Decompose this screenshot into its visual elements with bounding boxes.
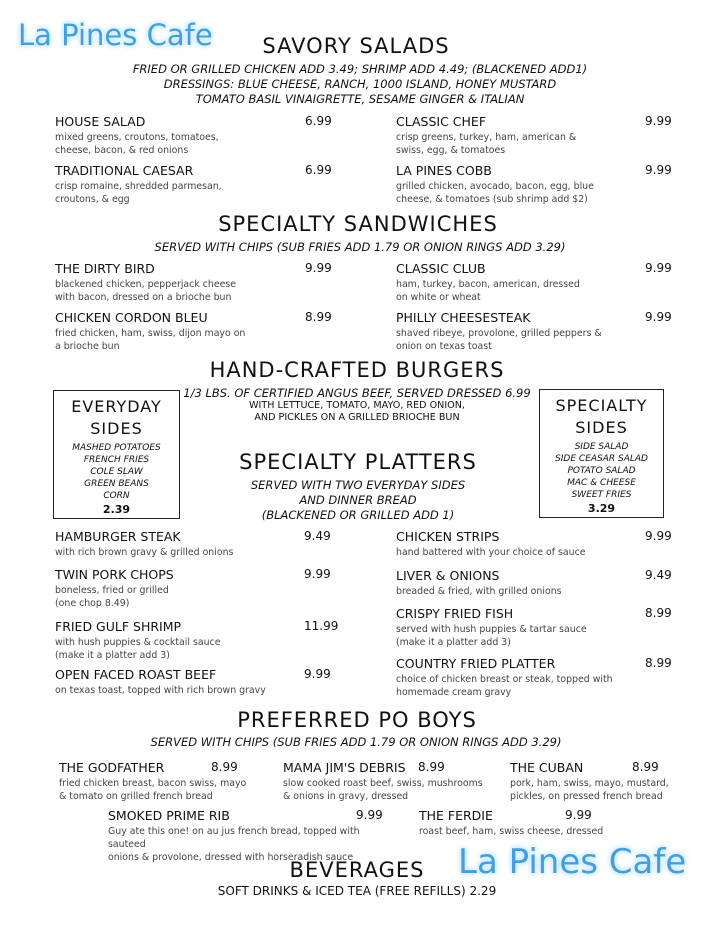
item-description: shaved ribeye, provolone, grilled peppers & onion on texas toast	[396, 328, 602, 352]
sandwiches-line: SERVED WITH CHIPS (SUB FRIES ADD 1.79 OR ONION RINGS ADD 3.29)	[154, 240, 566, 254]
item-description: boneless, fried or grilled (one chop 8.49)	[55, 585, 169, 609]
item-name: OPEN FACED ROAST BEEF	[55, 667, 217, 682]
item-price: 8.99	[305, 310, 332, 324]
item-name: HOUSE SALAD	[55, 114, 146, 129]
burgers-line-1: 1/3 LBS. OF CERTIFIED ANGUS BEEF, SERVED DRESSED 6.99	[183, 386, 531, 400]
menu-item-crispy-fried-fish	[396, 606, 676, 649]
item-name: CHICKEN CORDON BLEU	[55, 310, 208, 325]
menu-item-twin-pork-chops	[55, 567, 335, 610]
item-price: 8.99	[645, 656, 672, 670]
item-name: CLASSIC CHEF	[396, 114, 487, 129]
item-description: crisp greens, turkey, ham, american & swiss, egg, & tomatoes	[396, 132, 577, 156]
item-description: on texas toast, topped with rich brown gravy	[55, 685, 266, 696]
item-name: MAMA JIM'S DEBRIS	[283, 760, 406, 775]
burgers-title: HAND-CRAFTED BURGERS	[209, 358, 505, 382]
menu-item-open-faced-roast-beef	[55, 667, 335, 697]
beverages-title: BEVERAGES	[289, 858, 425, 882]
menu-item-the-ferdie	[419, 808, 619, 838]
menu-item-philly-cheesesteak	[396, 310, 676, 353]
item-name: THE CUBAN	[510, 760, 584, 775]
item-name: CHICKEN STRIPS	[396, 529, 500, 544]
item-name: LA PINES COBB	[396, 163, 492, 178]
item-price: 9.99	[356, 808, 383, 822]
item-price: 8.99	[418, 760, 445, 774]
item-price: 9.99	[645, 310, 672, 324]
menu-item-traditional-caesar	[55, 163, 335, 206]
item-name: THE GODFATHER	[59, 760, 165, 775]
item-price: 9.99	[304, 667, 331, 681]
item-name: CLASSIC CLUB	[396, 261, 486, 276]
item-price: 6.99	[305, 163, 332, 177]
item-description: fried chicken, ham, swiss, dijon mayo on a brioche bun	[55, 328, 246, 352]
item-description: mixed greens, croutons, tomatoes, cheese, bacon, & red onions	[55, 132, 219, 156]
burgers-details: WITH LETTUCE, TOMATO, MAYO, RED ONION, AND PICKLES ON A GRILLED BRIOCHE BUN	[249, 400, 465, 423]
beverages-line: SOFT DRINKS & ICED TEA (FREE REFILLS) 2.29	[217, 884, 497, 898]
menu-item-house-salad	[55, 114, 335, 157]
side-item: SWEET FRIES	[571, 490, 632, 500]
item-name: LIVER & ONIONS	[396, 568, 500, 583]
side-item: CORN	[103, 491, 130, 501]
item-description: grilled chicken, avocado, bacon, egg, blue cheese, & tomatoes (sub shrimp add $2)	[396, 181, 594, 205]
item-description: roast beef, ham, swiss cheese, dressed	[419, 826, 604, 837]
brand-logo-top: La Pines Cafe	[18, 18, 213, 52]
item-name: CRISPY FRIED FISH	[396, 606, 514, 621]
item-price: 9.49	[304, 529, 331, 543]
item-price: 9.99	[565, 808, 592, 822]
side-item: MASHED POTATOES	[72, 443, 161, 453]
side-item: SIDE SALAD	[574, 442, 629, 452]
item-description: with rich brown gravy & grilled onions	[55, 547, 234, 558]
item-name: THE DIRTY BIRD	[55, 261, 155, 276]
item-description: served with hush puppies & tartar sauce (make it a platter add 3)	[396, 624, 587, 648]
poboys-title: PREFERRED PO BOYS	[237, 708, 477, 732]
item-price: 9.99	[304, 567, 331, 581]
menu-item-chicken-strips	[396, 529, 676, 559]
item-description: with hush puppies & cocktail sauce (make it a platter add 3)	[55, 637, 221, 661]
item-description: slow cooked roast beef, swiss, mushrooms & onions in gravy, dressed	[283, 778, 483, 802]
item-price: 8.99	[632, 760, 659, 774]
platters-title: SPECIALTY PLATTERS	[239, 450, 477, 474]
item-description: pork, ham, swiss, mayo, mustard, pickles, on pressed french bread	[510, 778, 669, 802]
item-price: 8.99	[211, 760, 238, 774]
side-item: FRENCH FRIES	[83, 455, 150, 465]
item-description: hand battered with your choice of sauce	[396, 547, 586, 558]
item-price: 11.99	[304, 619, 339, 633]
sandwiches-title: SPECIALTY SANDWICHES	[218, 212, 498, 236]
item-price: 9.99	[645, 529, 672, 543]
poboys-line: SERVED WITH CHIPS (SUB FRIES ADD 1.79 OR ONION RINGS ADD 3.29)	[150, 735, 562, 749]
menu-item-country-fried-platter	[396, 656, 676, 699]
item-name: FRIED GULF SHRIMP	[55, 619, 182, 634]
item-description: blackened chicken, pepperjack cheese with bacon, dressed on a brioche bun	[55, 279, 237, 303]
item-name: THE FERDIE	[419, 808, 493, 823]
item-description: crisp romaine, shredded parmesan, croutons, & egg	[55, 181, 222, 205]
item-description: breaded & fried, with grilled onions	[396, 586, 562, 597]
salads-line-1: FRIED OR GRILLED CHICKEN ADD 3.49; SHRIMP ADD 4.49; (BLACKENED ADD1)	[132, 62, 588, 76]
platters-line-3: (BLACKENED OR GRILLED ADD 1)	[261, 508, 455, 522]
item-name: TRADITIONAL CAESAR	[55, 163, 194, 178]
side-item: SIDE CEASAR SALAD	[555, 454, 648, 464]
item-price: 8.99	[645, 606, 672, 620]
item-description: Guy ate this one! on au jus french bread, topped with sauteed onions & provolone, dressed with horseradish sauce	[108, 826, 360, 863]
menu-item-mama-jims-debris	[283, 760, 483, 803]
side-item: GREEN BEANS	[84, 479, 149, 489]
item-price: 9.99	[645, 261, 672, 275]
menu-item-smoked-prime-rib	[108, 808, 398, 864]
brand-logo-bottom: La Pines Cafe	[458, 842, 687, 882]
side-item: COLE SLAW	[90, 467, 143, 477]
menu-item-hamburger-steak	[55, 529, 335, 559]
item-description: choice of chicken breast or steak, topped with homemade cream gravy	[396, 674, 613, 698]
side-item: POTATO SALAD	[567, 466, 636, 476]
item-price: 9.99	[305, 261, 332, 275]
side-item: MAC & CHEESE	[567, 478, 636, 488]
item-name: HAMBURGER STEAK	[55, 529, 181, 544]
specialty-sides-title: SPECIALTY SIDES	[555, 396, 648, 437]
menu-item-classic-club	[396, 261, 676, 304]
menu-item-the-godfather	[59, 760, 249, 803]
item-price: 9.49	[645, 568, 672, 582]
salads-title: SAVORY SALADS	[262, 34, 450, 58]
salads-line-3: TOMATO BASIL VINAIGRETTE, SESAME GINGER & ITALIAN	[195, 92, 525, 106]
menu-item-the-cuban	[510, 760, 690, 803]
item-name: TWIN PORK CHOPS	[55, 567, 174, 582]
specialty-sides-price: 3.29	[587, 502, 616, 515]
item-name: SMOKED PRIME RIB	[108, 808, 230, 823]
menu-item-the-dirty-bird	[55, 261, 335, 304]
menu-item-la-pines-cobb	[396, 163, 676, 206]
everyday-sides-price: 2.39	[102, 503, 131, 516]
menu-item-fried-gulf-shrimp	[55, 619, 345, 662]
item-description: fried chicken breast, bacon swiss, mayo & tomato on grilled french bread	[59, 778, 247, 802]
item-name: COUNTRY FRIED PLATTER	[396, 656, 556, 671]
item-price: 9.99	[645, 163, 672, 177]
platters-line-1: SERVED WITH TWO EVERYDAY SIDES	[250, 478, 466, 492]
salads-line-2: DRESSINGS: BLUE CHEESE, RANCH, 1000 ISLAND, HONEY MUSTARD	[163, 77, 557, 91]
platters-line-2: AND DINNER BREAD	[299, 493, 417, 507]
item-name: PHILLY CHEESESTEAK	[396, 310, 531, 325]
menu-item-classic-chef	[396, 114, 676, 157]
everyday-sides-title: EVERYDAY SIDES	[71, 397, 162, 438]
item-description: ham, turkey, bacon, american, dressed on white or wheat	[396, 279, 580, 303]
menu-item-liver-onions	[396, 568, 676, 598]
menu-item-chicken-cordon-bleu	[55, 310, 335, 353]
item-price: 9.99	[645, 114, 672, 128]
item-price: 6.99	[305, 114, 332, 128]
